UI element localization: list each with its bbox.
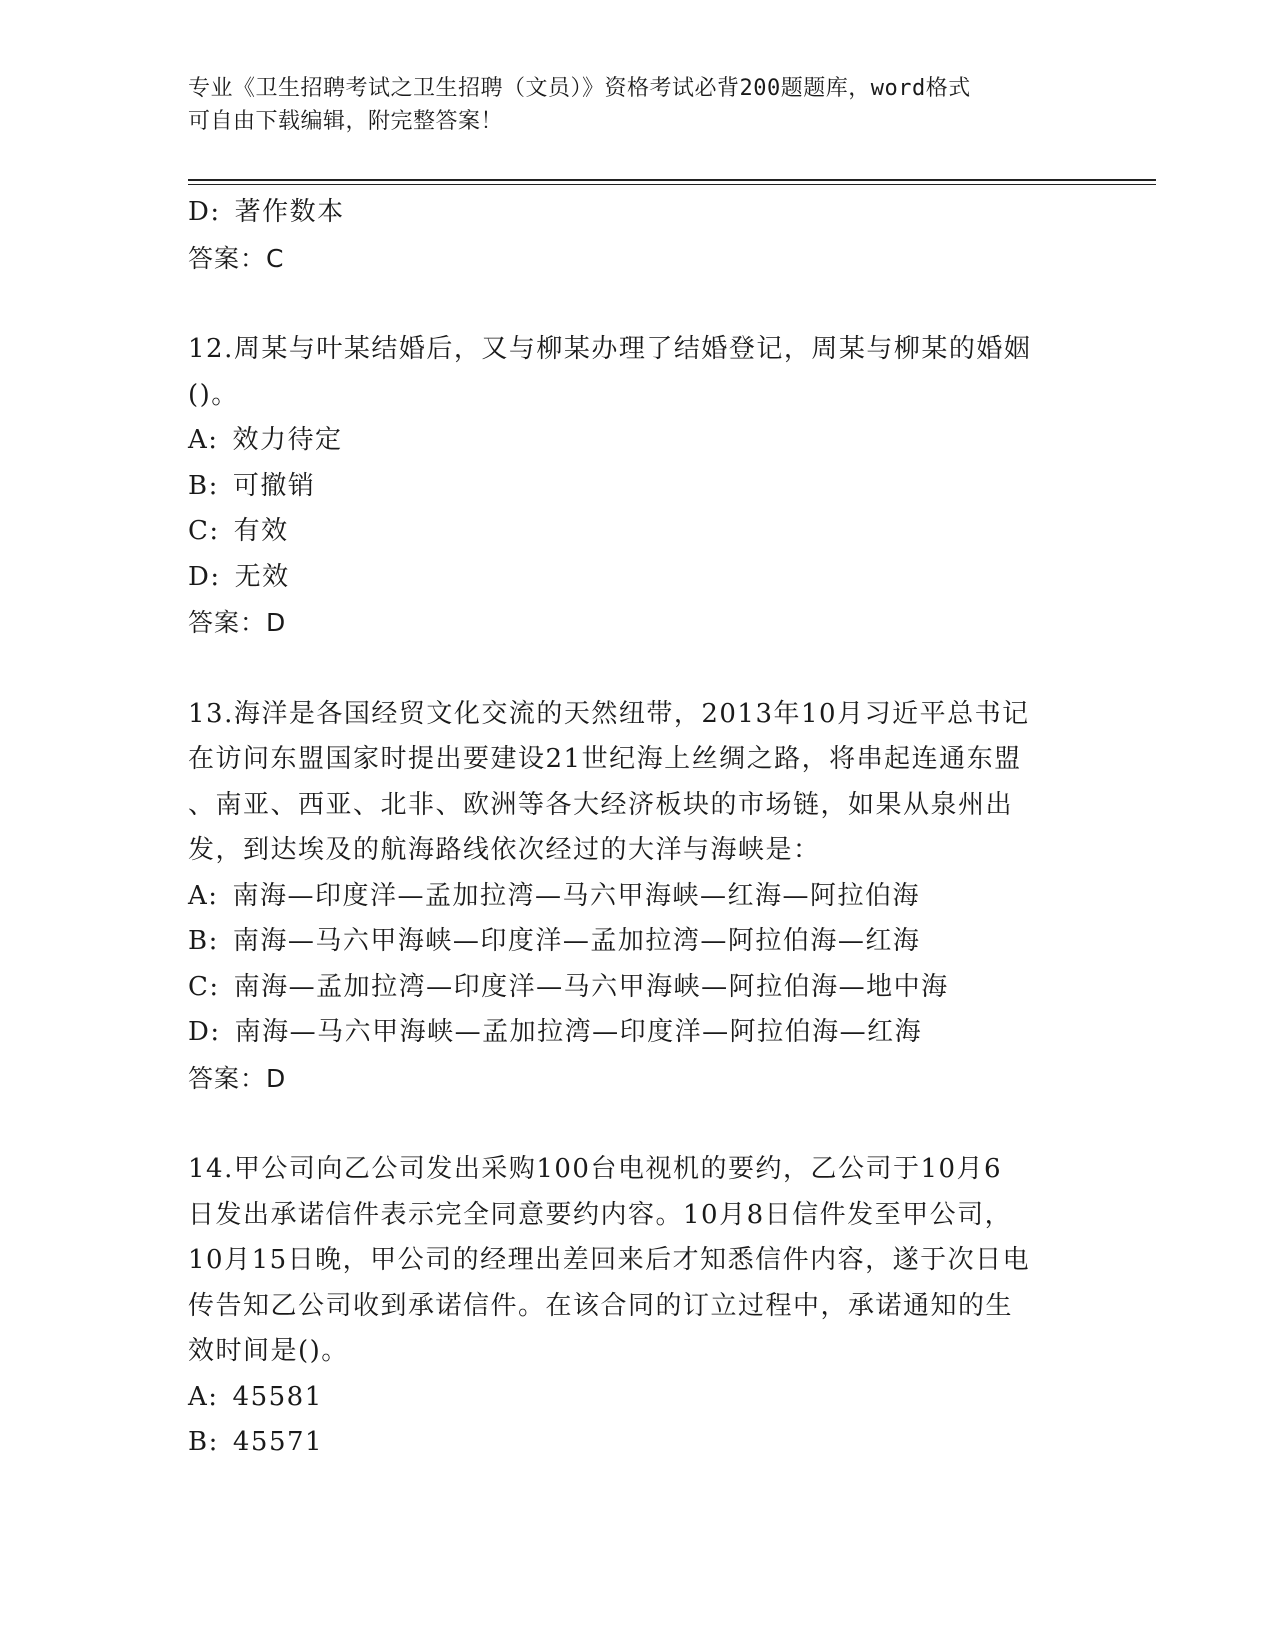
option-a: A: 45581: [188, 1381, 323, 1412]
question-text-line: 发，到达埃及的航海路线依次经过的大洋与海峡是：: [188, 835, 821, 865]
header-rule-thin: [188, 184, 1156, 185]
header-rule-thick: [188, 179, 1156, 181]
question-text-line: 效时间是()。: [188, 1336, 349, 1366]
option-b: B: 可撤销: [188, 470, 316, 501]
answer: 答案：C: [188, 243, 285, 273]
option-d: D: 著作数本: [188, 197, 345, 227]
question-text-line: 12.周某与叶某结婚后，又与柳某办理了结婚登记，周某与柳某的婚姻: [188, 334, 1032, 364]
question-14: [188, 1147, 1088, 1466]
question-text-line: 、南亚、西亚、北非、欧洲等各大经济板块的市场链，如果从泉州出: [188, 789, 1014, 820]
document-body: [188, 190, 1088, 1466]
option-b: B: 45571: [188, 1427, 324, 1457]
answer: 答案：D: [188, 1063, 287, 1093]
question-text-line: 10月15日晚，甲公司的经理出差回来后才知悉信件内容，遂于次日电: [188, 1245, 1031, 1275]
question-text-line: ()。: [188, 379, 239, 410]
option-a: A: 效力待定: [188, 425, 343, 455]
question-12: [188, 327, 1088, 646]
question-text-line: 14.甲公司向乙公司发出采购100台电视机的要约，乙公司于10月6: [188, 1154, 1003, 1184]
document-header: [188, 72, 1088, 138]
option-a: A: 南海—印度洋—孟加拉湾—马六甲海峡—红海—阿拉伯海: [188, 880, 921, 911]
answer: 答案：D: [188, 608, 287, 637]
question-text-line: 13.海洋是各国经贸文化交流的天然纽带，2013年10月习近平总书记: [188, 698, 1030, 729]
option-c: C: 有效: [188, 516, 289, 546]
question-11-tail: [188, 190, 1088, 281]
option-c: C: 南海—孟加拉湾—印度洋—马六甲海峡—阿拉伯海—地中海: [188, 971, 949, 1002]
question-13: [188, 692, 1088, 1102]
question-text-line: 日发出承诺信件表示完全同意要约内容。10月8日信件发至甲公司，: [188, 1199, 1013, 1230]
option-d: D: 无效: [188, 561, 290, 592]
option-b: B: 南海—马六甲海峡—印度洋—孟加拉湾—阿拉伯海—红海: [188, 926, 921, 956]
question-text-line: 在访问东盟国家时提出要建设21世纪海上丝绸之路，将串起连通东盟: [188, 744, 1022, 774]
question-text-line: 传告知乙公司收到承诺信件。在该合同的订立过程中，承诺通知的生: [188, 1290, 1014, 1321]
header-line-2: 可自由下载编辑，附完整答案！: [188, 109, 504, 134]
header-line-1: 专业《卫生招聘考试之卫生招聘（文员）》资格考试必背200题题库，word格式: [188, 76, 971, 101]
option-d: D: 南海—马六甲海峡—孟加拉湾—印度洋—阿拉伯海—红海: [188, 1017, 923, 1047]
